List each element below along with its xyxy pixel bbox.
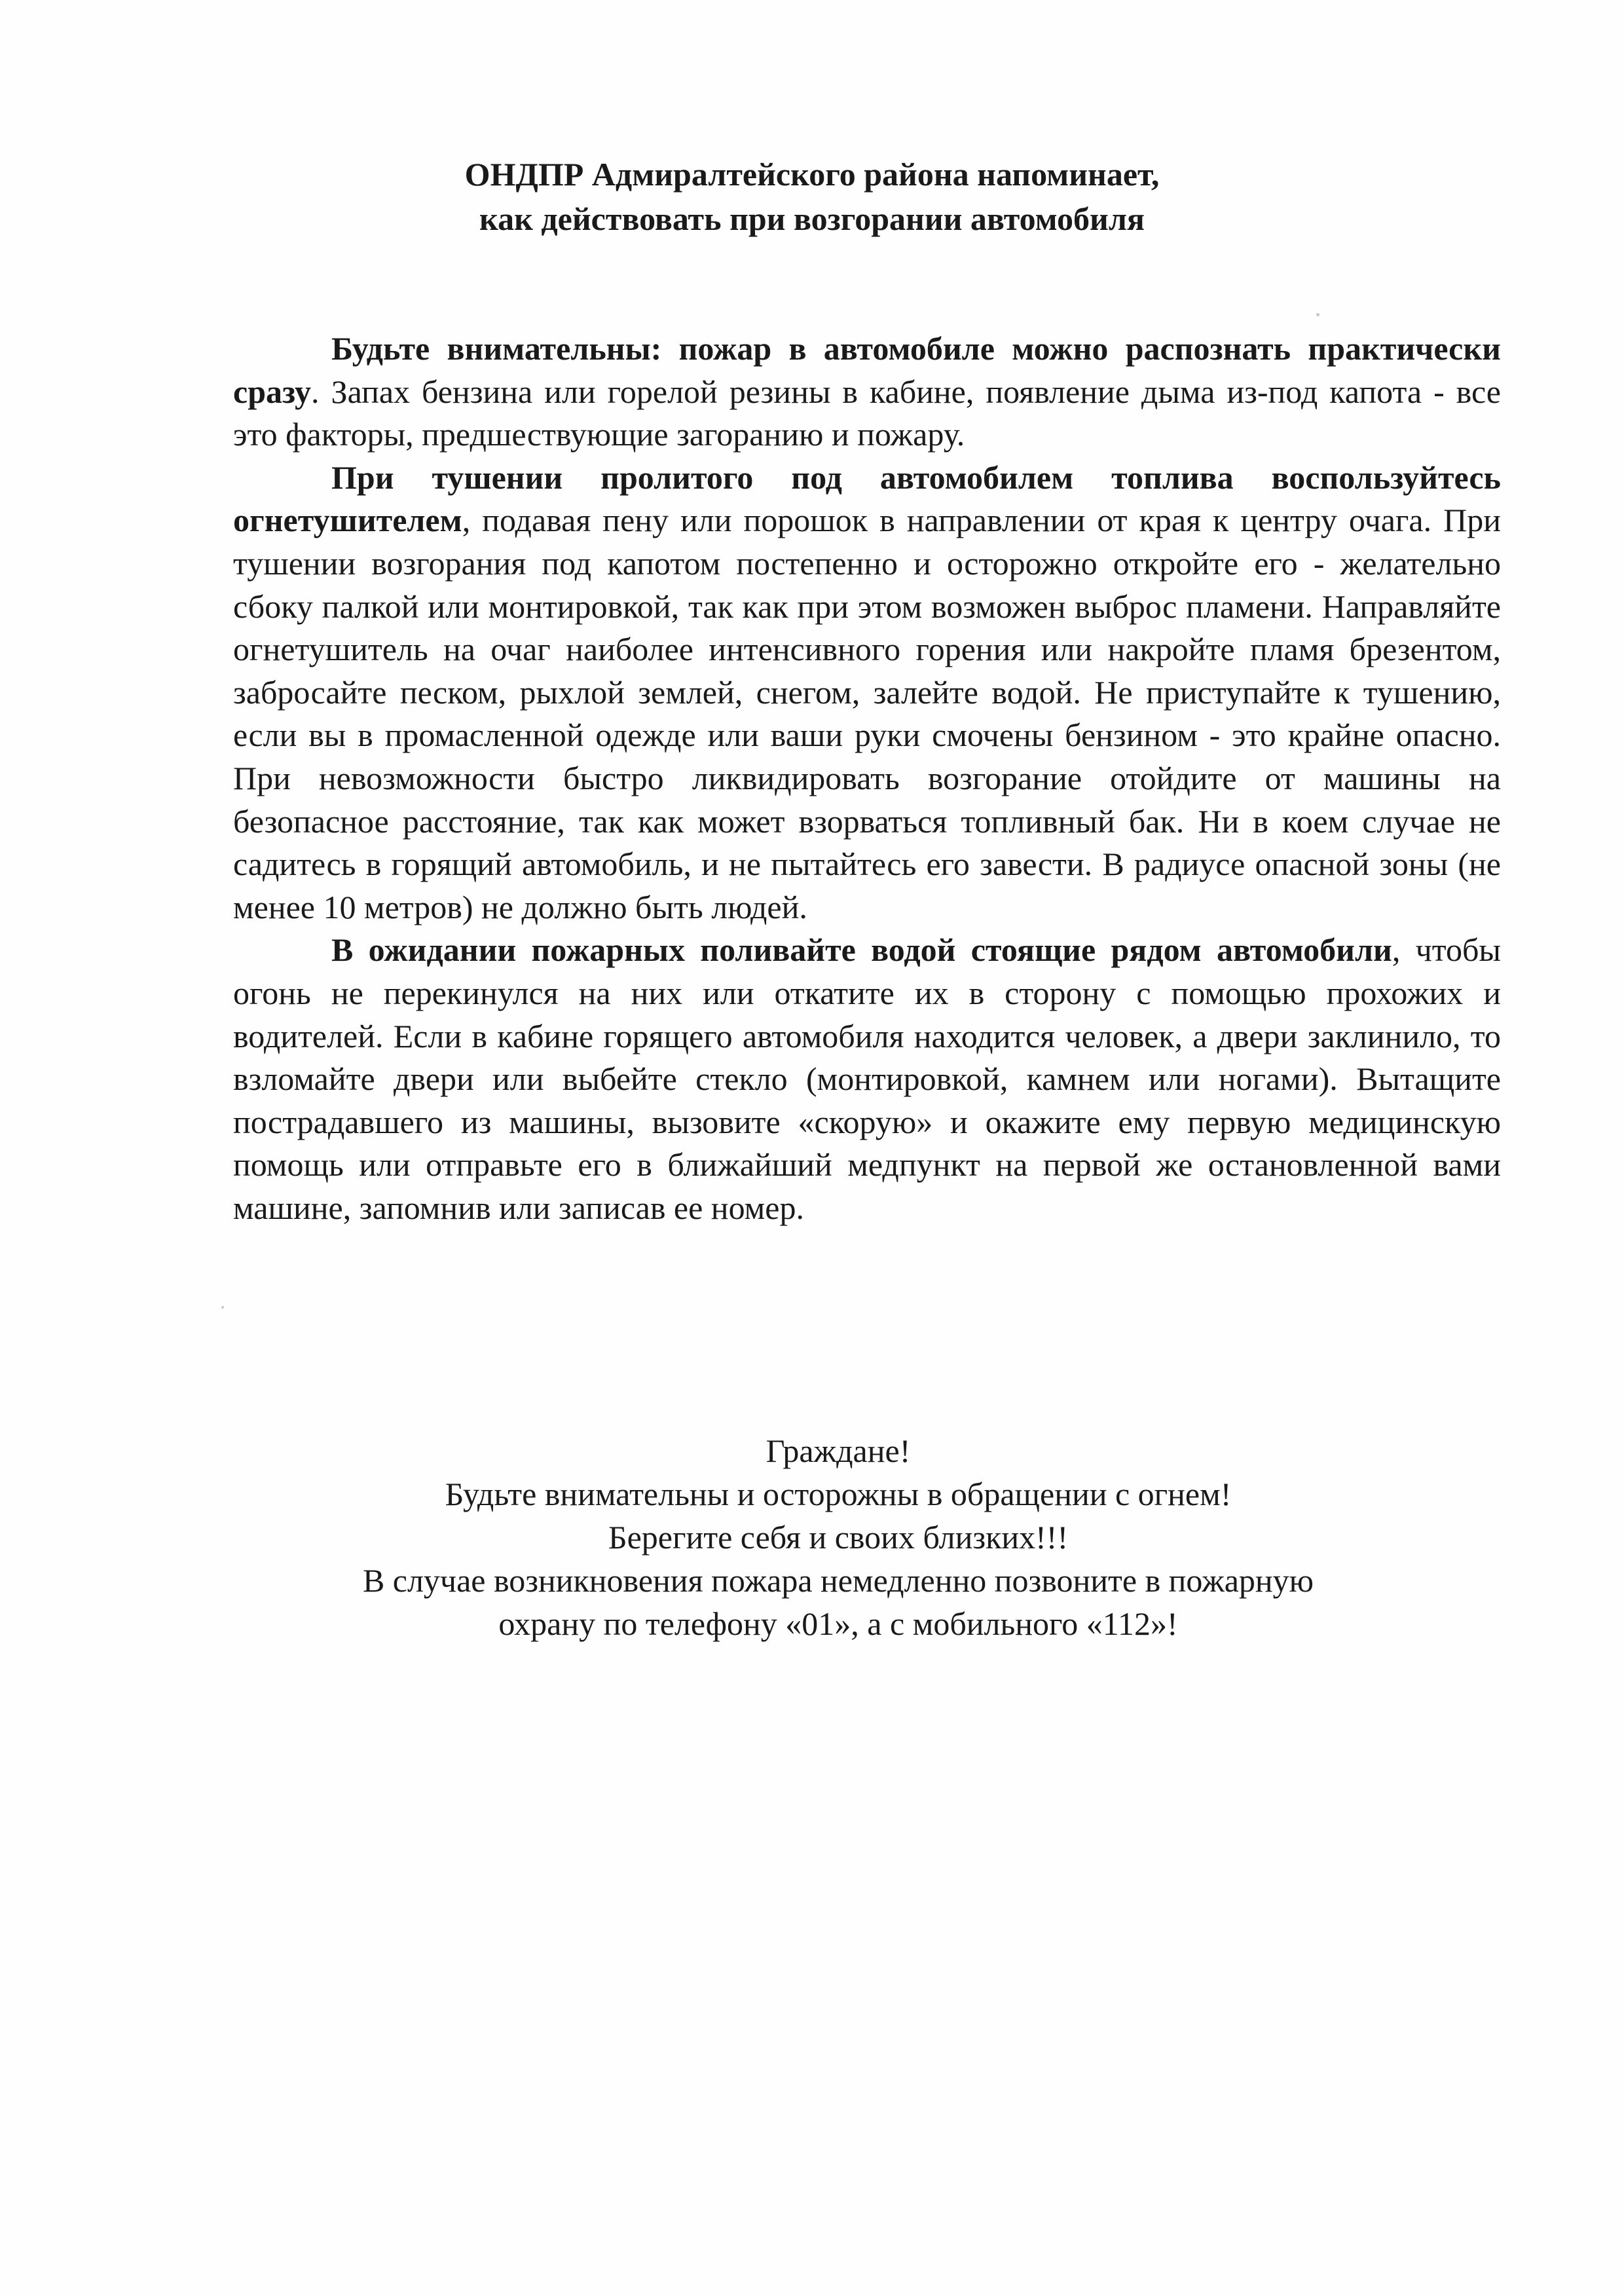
paragraph-text: , чтобы огонь не перекинулся на них или откатите их в сторону с помощью прохожих и водителей. Если в кабине горящего автомобиля находится человек, а двери заклинило, то взломайте двери или выбейте стекло (монтировкой, камнем или ногами). Вытащите пострадавшего из машины, вызовите «скорую» и окажите ему первую медицинскую помощь или отправьте его в ближайший медпункт на первой же остановленной вами машине, запомнив или записав ее номер. <box>233 931 1501 1226</box>
closing-line: Берегите себя и своих близких!!! <box>608 1519 1069 1556</box>
document-body <box>233 327 1501 1229</box>
paragraph-lead: В ожидании пожарных поливайте водой стоящие рядом автомобили <box>331 931 1392 969</box>
paragraph-text: , подавая пену или порошок в направлении от края к центру очага. При тушении возгорания под капотом постепенно и осторожно откройте его - желательно сбоку палкой или монтировкой, так как при этом возможен выброс пламени. Направляйте огнетушитель на очаг наиболее интенсивного горения или накройте пламя брезентом, забросайте песком, рыхлой землей, снегом, залейте водой. Не приступайте к тушению, если вы в промасленной одежде или ваши руки смочены бензином - это крайне опасно. При невозможности быстро ликвидировать возгорание отойдите от машины на безопасное расстояние, так как может взорваться топливный бак. Ни в коем случае не садитесь в горящий автомобиль, и не пытайтесь его завести. В радиусе опасной зоны (не менее 10 метров) не должно быть людей. <box>233 502 1501 925</box>
paragraph-extinguish <box>233 457 1501 929</box>
paragraph-text: . Запах бензина или горелой резины в кабине, появление дыма из-под капота - все это факторы, предшествующие загоранию и пожару. <box>233 373 1501 453</box>
scan-speck <box>221 1306 224 1309</box>
paragraph-lead: Будьте внимательны: пожар в автомобиле можно распознать практически сразу <box>233 330 1501 410</box>
closing-line: Будьте внимательны и осторожны в обращении с огнем! <box>445 1476 1232 1512</box>
closing-line: Граждане! <box>766 1432 911 1469</box>
title-line: как действовать при возгорании автомобиля <box>479 200 1145 237</box>
title-line: ОНДПР Адмиралтейского района напоминает, <box>464 156 1160 193</box>
paragraph-recognize-fire <box>233 327 1501 457</box>
document-title <box>236 152 1388 241</box>
closing-line: охрану по телефону «01», а с мобильного «112»! <box>498 1605 1178 1642</box>
paragraph-lead: При тушении пролитого под автомобилем топлива воспользуйтесь огнетушителем <box>233 458 1501 539</box>
scan-speck <box>1316 313 1320 316</box>
closing-line: В случае возникновения пожара немедленно позвоните в пожарную <box>362 1562 1314 1599</box>
paragraph-waiting <box>233 929 1501 1229</box>
closing-appeal <box>236 1429 1441 1645</box>
